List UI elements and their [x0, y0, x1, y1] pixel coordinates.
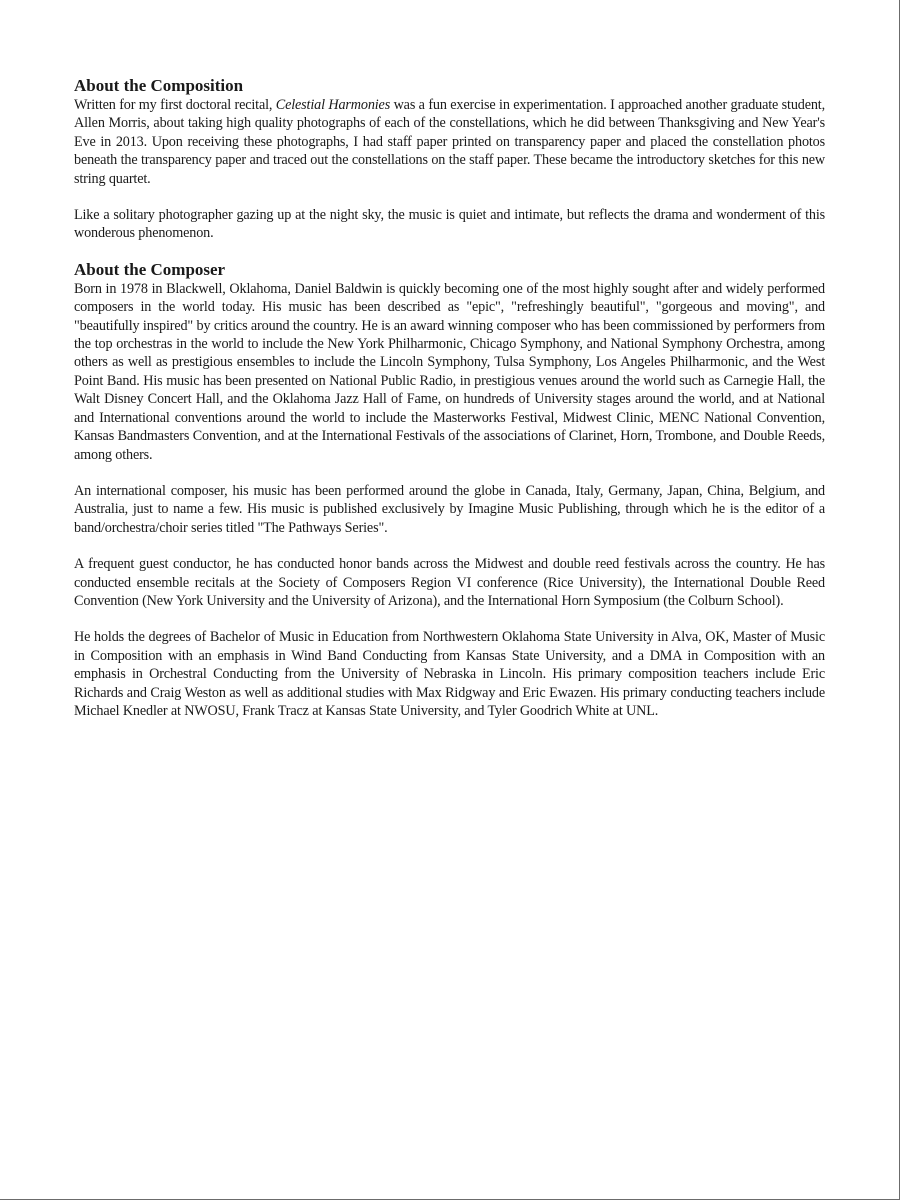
about-composition-section	[74, 76, 825, 243]
composition-p1-intro: Written for my first doctoral recital,	[74, 97, 276, 113]
composer-paragraph-2: An international composer, his music has been performed around the globe in Canada, Italy, Germany, Japan, China, Belgium, and Australia, just to name a few. His music is published exclusively by Imagine Music Publishing, through which he is the editor of a band/orchestra/choir series titled "The Pathways Series".	[74, 482, 825, 536]
about-composer-section	[74, 260, 825, 721]
composer-paragraph-3: A frequent guest conductor, he has conducted honor bands across the Midwest and double reed festivals across the country. He has conducted ensemble recitals at the Society of Composers Region VI conference (Rice University), the International Double Reed Convention (New York University and the University of Arizona), and the International Horn Symposium (the Colburn School).	[74, 556, 825, 609]
composer-paragraph-1: Born in 1978 in Blackwell, Oklahoma, Daniel Baldwin is quickly becoming one of the most highly sought after and widely performed composers in the world today. His music has been described as "epic", "refreshingly beautiful", "gorgeous and moving", and "beautifully inspired" by critics around the country. He is an award winning composer who has been commissioned by performers from the top orchestras in the world to include the New York Philharmonic, Chicago Symphony, and National Symphony Orchestra, among others as well as prestigious ensembles to include the Lincoln Symphony, Tulsa Symphony, Los Angeles Philharmonic, and the West Point Band. His music has been presented on National Public Radio, in prestigious venues around the world such as Carnegie Hall, the Walt Disney Concert Hall, and the Oklahoma Jazz Hall of Fame, on hundreds of University stages around the world, and at National and International conventions around the world to include the Masterworks Festival, Midwest Clinic, MENC National Convention, Kansas Bandmasters Convention, and at the International Festivals of the associations of Clarinet, Horn, Trombone, and Double Reeds, among others.	[74, 280, 825, 463]
composition-paragraph-1	[74, 96, 825, 188]
page-content	[74, 76, 825, 720]
about-composition-heading: About the Composition	[74, 76, 244, 95]
composition-p1-rest: was a fun exercise in experimentation. I approached another graduate student, Allen Morris, about taking high quality photographs of each of the constellations, which he did between Thanksgiving and New Year's Eve in 2013. Upon receiving these photographs, I had staff paper printed on transparency paper and placed the constellation photos beneath the transparency paper and traced out the constellations on the staff paper. These became the introductory sketches for this new string quartet.	[74, 97, 825, 187]
work-title: Celestial Harmonies	[275, 97, 391, 113]
composition-paragraph-2: Like a solitary photographer gazing up at the night sky, the music is quiet and intimate, but reflects the drama and wonderment of this wonderous phenomenon.	[74, 207, 825, 242]
about-composer-heading: About the Composer	[74, 259, 226, 279]
composer-paragraph-4: He holds the degrees of Bachelor of Music in Education from Northwestern Oklahoma State University in Alva, OK, Master of Music in Composition with an emphasis in Wind Band Conducting from Kansas State University, and a DMA in Composition with an emphasis in Orchestral Conducting from the University of Nebraska in Lincoln. His primary composition teachers include Eric Richards and Craig Weston as well as additional studies with Max Ridgway and Eric Ewazen. His primary conducting teachers include Michael Knedler at NWOSU, Frank Tracz at Kansas State University, and Tyler Goodrich White at UNL.	[74, 629, 825, 719]
